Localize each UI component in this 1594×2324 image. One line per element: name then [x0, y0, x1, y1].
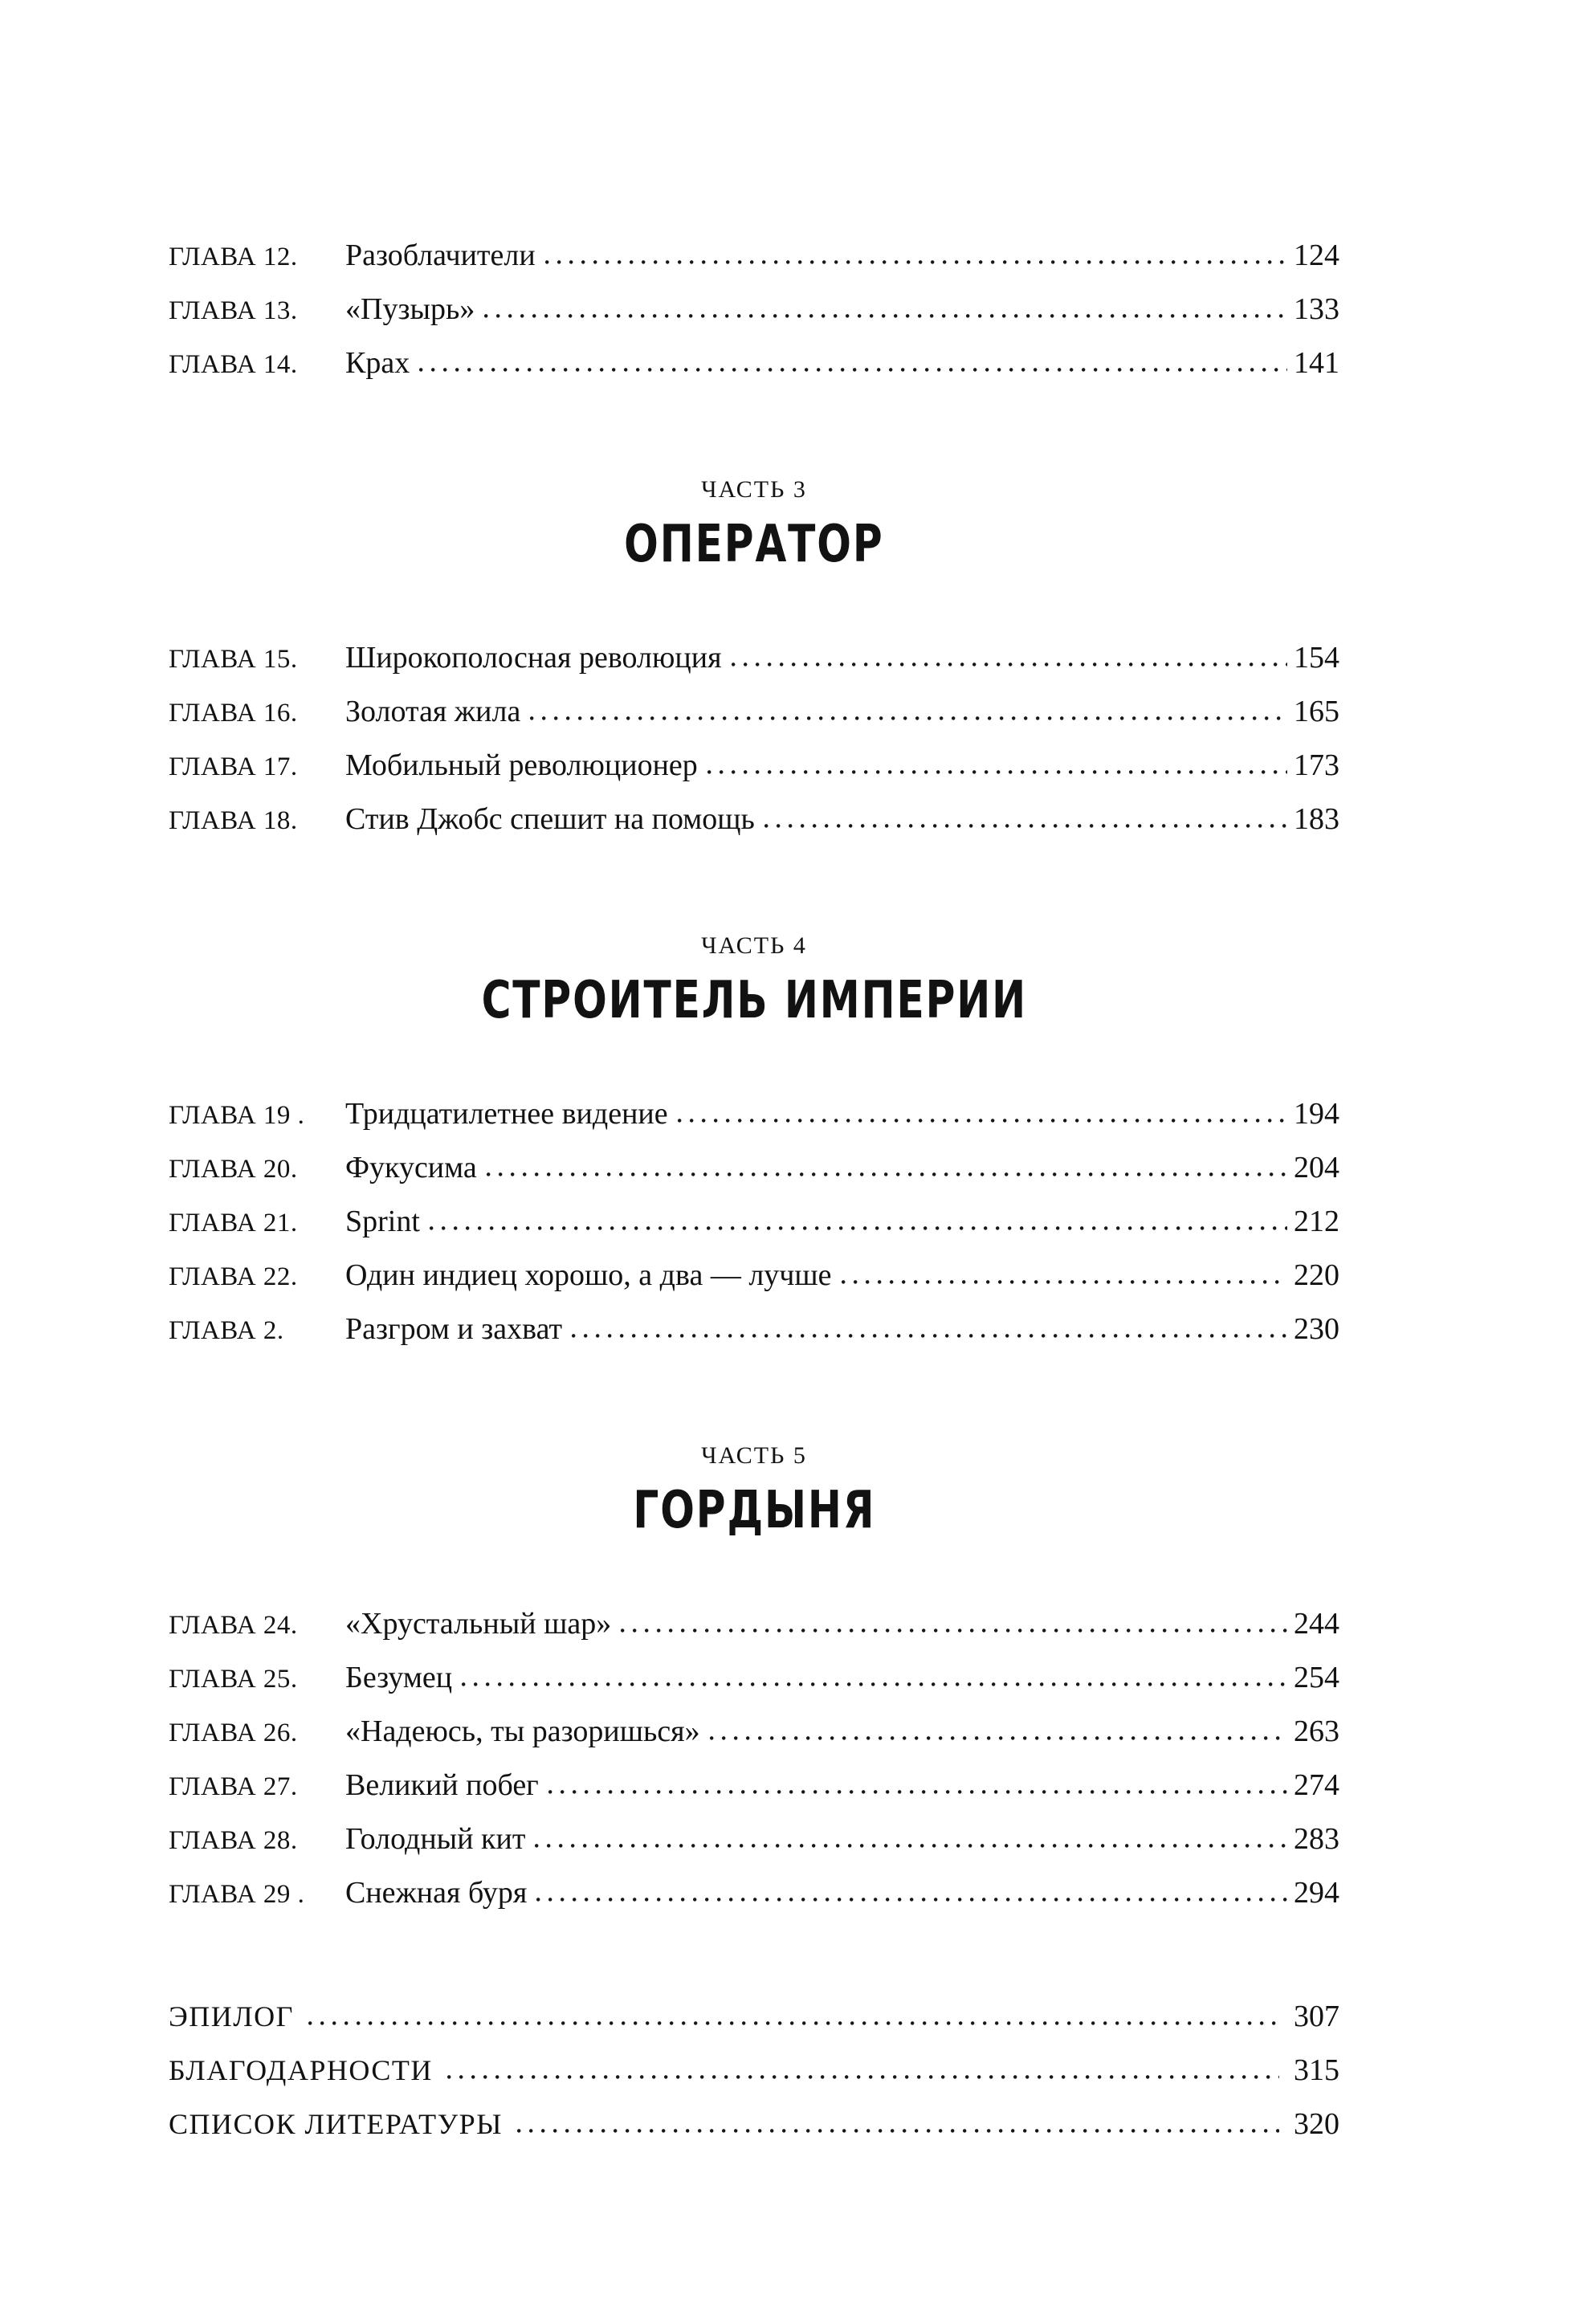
backmatter-label: ЭПИЛОГ: [169, 2000, 294, 2032]
dot-leader: [430, 1226, 1287, 1230]
backmatter-page-number: 320: [1294, 2107, 1339, 2141]
toc-chapter-row: [169, 620, 1339, 674]
dot-leader: [536, 1898, 1287, 1902]
dot-leader: [842, 1280, 1287, 1284]
chapter-title: Разгром и захват: [345, 1312, 563, 1346]
chapter-label: ГЛАВА 13.: [169, 296, 298, 325]
chapter-label: ГЛАВА 16.: [169, 699, 298, 728]
dot-leader: [462, 1682, 1287, 1686]
chapter-title: «Пузырь»: [345, 292, 475, 326]
dot-leader: [732, 663, 1287, 667]
chapter-title: Золотая жила: [345, 695, 521, 728]
toc-chapter-row: [169, 1694, 1339, 1747]
toc-backmatter-row: [169, 2086, 1339, 2140]
chapter-title: Безумец: [345, 1661, 453, 1694]
backmatter-page-number: 315: [1294, 2053, 1339, 2087]
toc-chapter-row: [169, 1747, 1339, 1801]
toc-chapter-row: [169, 781, 1339, 835]
chapter-page-number: 124: [1294, 239, 1339, 272]
chapter-title: Разоблачители: [345, 239, 536, 272]
part-title: ОПЕРАТОР: [624, 514, 884, 574]
chapter-page-number: 294: [1294, 1876, 1339, 1910]
chapter-label: ГЛАВА 12.: [169, 243, 298, 271]
chapter-label: ГЛАВА 21.: [169, 1209, 298, 1237]
dot-leader: [484, 314, 1287, 318]
toc-chapter-row: [169, 1237, 1339, 1291]
chapter-page-number: 254: [1294, 1661, 1339, 1694]
backmatter-group: [169, 1979, 1339, 2140]
dot-leader: [530, 716, 1287, 720]
chapter-title: Великий побег: [345, 1768, 539, 1802]
toc-chapter-row: [169, 1076, 1339, 1130]
backmatter-page-number: 307: [1294, 2000, 1339, 2033]
chapter-label: ГЛАВА 17.: [169, 752, 298, 781]
toc-backmatter-row: [169, 1979, 1339, 2032]
backmatter-label: СПИСОК ЛИТЕРАТУРЫ: [169, 2108, 503, 2140]
part-title: ГОРДЫНЯ: [633, 1480, 875, 1540]
chapter-page-number: 154: [1294, 641, 1339, 675]
toc-chapter-row: [169, 218, 1339, 271]
toc-content: [169, 0, 1339, 2140]
dot-leader: [572, 1334, 1287, 1338]
toc-chapter-row: [169, 728, 1339, 781]
chapter-title: Sprint: [345, 1205, 420, 1238]
toc-chapter-row: [169, 1184, 1339, 1237]
toc-chapter-row: [169, 1801, 1339, 1855]
chapter-title: «Хрустальный шар»: [345, 1607, 612, 1641]
chapter-title: Широкополосная революция: [345, 641, 722, 675]
chapter-group: [169, 218, 1339, 379]
dot-leader: [707, 770, 1287, 774]
chapter-title: Снежная буря: [345, 1876, 528, 1910]
chapter-label: ГЛАВА 24.: [169, 1611, 298, 1640]
chapter-label: ГЛАВА 28.: [169, 1826, 298, 1855]
chapter-title: «Надеюсь, ты разоришься»: [345, 1714, 700, 1748]
dot-leader: [545, 260, 1287, 264]
chapter-title: Голодный кит: [345, 1822, 526, 1856]
toc-backmatter-row: [169, 2032, 1339, 2086]
part-title-wrap: [169, 1480, 1339, 1540]
dot-leader: [447, 2075, 1279, 2079]
chapter-page-number: 183: [1294, 802, 1339, 836]
chapter-page-number: 274: [1294, 1768, 1339, 1802]
part-kicker: ЧАСТЬ 3: [701, 476, 807, 503]
toc-chapter-row: [169, 325, 1339, 379]
chapter-title: Один индиец хорошо, а два — лучше: [345, 1258, 832, 1292]
chapter-title: Тридцатилетнее видение: [345, 1097, 668, 1131]
chapter-group: [169, 620, 1339, 835]
dot-leader: [621, 1629, 1287, 1633]
backmatter-label: БЛАГОДАРНОСТИ: [169, 2054, 433, 2086]
chapter-page-number: 133: [1294, 292, 1339, 326]
dot-leader: [419, 368, 1287, 372]
chapter-page-number: 230: [1294, 1312, 1339, 1346]
chapter-label: ГЛАВА 26.: [169, 1719, 298, 1747]
dot-leader: [548, 1790, 1287, 1794]
chapter-page-number: 141: [1294, 346, 1339, 380]
part-title: СТРОИТЕЛЬ ИМПЕРИИ: [481, 970, 1027, 1030]
chapter-label: ГЛАВА 29 .: [169, 1880, 305, 1909]
chapter-label: ГЛАВА 20.: [169, 1155, 298, 1184]
chapter-label: ГЛАВА 14.: [169, 350, 298, 379]
toc-chapter-row: [169, 1855, 1339, 1909]
toc-chapter-row: [169, 674, 1339, 728]
chapter-group: [169, 1076, 1339, 1345]
chapter-page-number: 283: [1294, 1822, 1339, 1856]
part-title-wrap: [169, 514, 1339, 574]
part-kicker: ЧАСТЬ 4: [701, 932, 807, 959]
chapter-page-number: 220: [1294, 1258, 1339, 1292]
chapter-title: Фукусима: [345, 1151, 477, 1184]
part-heading: [169, 477, 1339, 572]
toc-chapter-row: [169, 1130, 1339, 1184]
chapter-label: ГЛАВА 25.: [169, 1665, 298, 1694]
chapter-group: [169, 1586, 1339, 1909]
chapter-page-number: 194: [1294, 1097, 1339, 1131]
dot-leader: [678, 1119, 1287, 1123]
toc-chapter-row: [169, 271, 1339, 325]
chapter-label: ГЛАВА 19 .: [169, 1101, 305, 1130]
toc-chapter-row: [169, 1586, 1339, 1640]
chapter-label: ГЛАВА 22.: [169, 1262, 298, 1291]
chapter-page-number: 263: [1294, 1714, 1339, 1748]
chapter-page-number: 165: [1294, 695, 1339, 728]
part-heading: [169, 1443, 1339, 1538]
toc-chapter-row: [169, 1291, 1339, 1345]
chapter-label: ГЛАВА 18.: [169, 806, 298, 835]
chapter-label: ГЛАВА 2.: [169, 1316, 284, 1345]
dot-leader: [535, 1844, 1287, 1848]
chapter-page-number: 212: [1294, 1205, 1339, 1238]
part-heading: [169, 933, 1339, 1028]
part-title-wrap: [169, 970, 1339, 1030]
dot-leader: [764, 824, 1287, 828]
chapter-label: ГЛАВА 15.: [169, 645, 298, 674]
chapter-title: Крах: [345, 346, 410, 380]
chapter-page-number: 173: [1294, 748, 1339, 782]
chapter-page-number: 204: [1294, 1151, 1339, 1184]
dot-leader: [487, 1172, 1287, 1176]
dot-leader: [517, 2129, 1279, 2133]
dot-leader: [710, 1736, 1287, 1740]
toc-chapter-row: [169, 1640, 1339, 1694]
chapter-page-number: 244: [1294, 1607, 1339, 1641]
dot-leader: [308, 2021, 1279, 2025]
chapter-title: Мобильный революционер: [345, 748, 698, 782]
part-kicker: ЧАСТЬ 5: [701, 1442, 807, 1469]
chapter-label: ГЛАВА 27.: [169, 1772, 298, 1801]
chapter-title: Стив Джобс спешит на помощь: [345, 802, 755, 836]
